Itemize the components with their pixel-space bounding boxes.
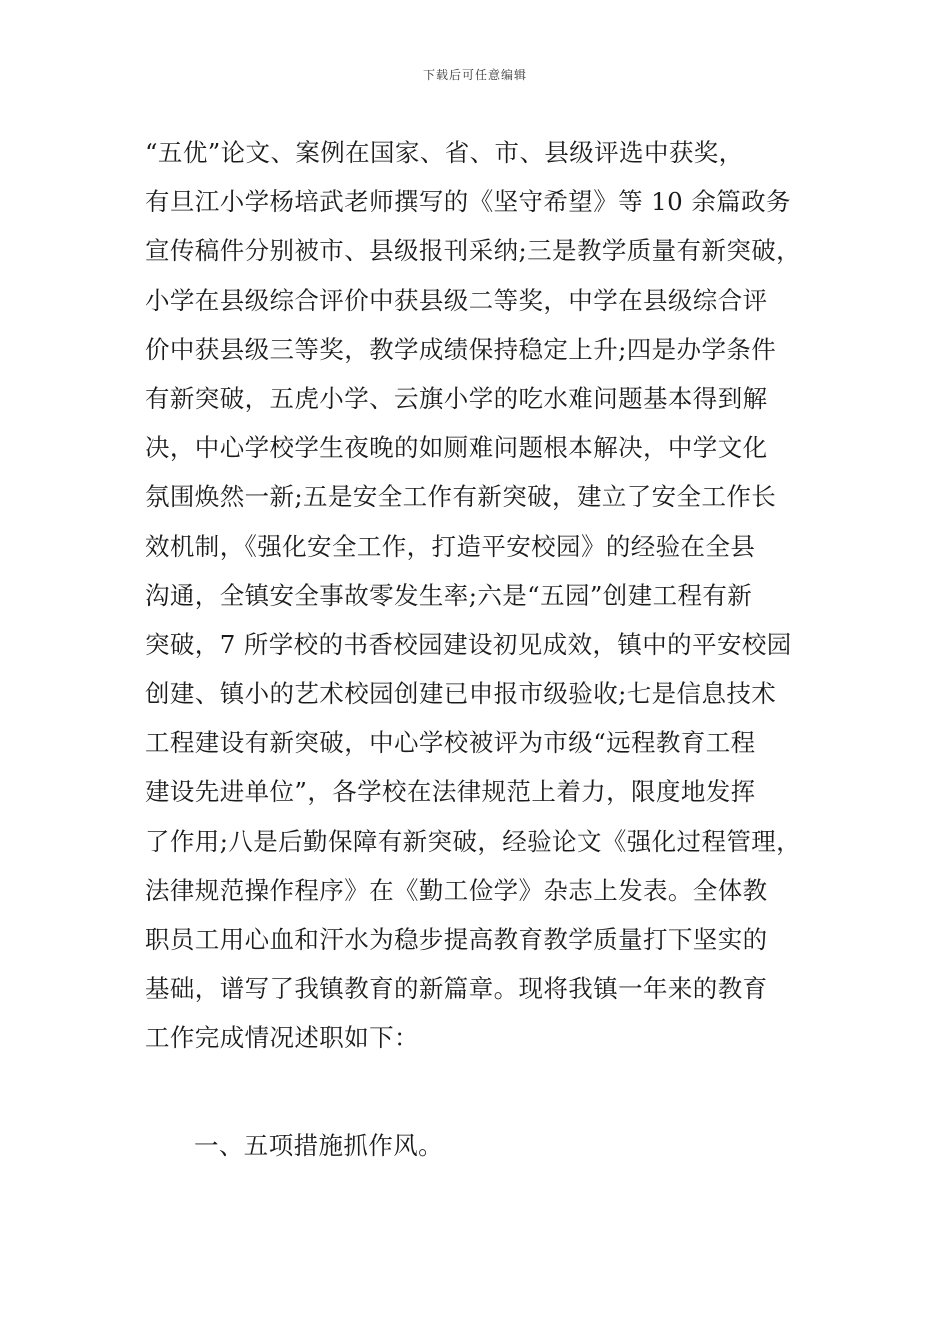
text-line: 了作用;八是后勤保障有新突破，经验论文《强化过程管理， [145,826,802,856]
text-line: 突破，7 所学校的书香校园建设初见成效，镇中的平安校园 [145,629,792,659]
text-line: 效机制，《强化安全工作，打造平安校园》的经验在全县 [145,531,756,561]
text-line: 工作完成情况述职如下： [145,1023,419,1053]
text-line: 价中获县级三等奖，教学成绩保持稳定上升;四是办学条件 [145,334,777,364]
text-line: 建设先进单位”，各学校在法律规范上着力，限度地发挥 [145,777,756,807]
text-line: 决，中心学校学生夜晚的如厕难问题根本解决，中学文化 [145,433,768,463]
text-line: 小学在县级综合评价中获县级二等奖，中学在县级综合评 [145,285,768,315]
text-line: 有新突破，五虎小学、云旗小学的吃水难问题基本得到解 [145,383,768,413]
text-line: 有旦江小学杨培武老师撰写的《坚守希望》等 10 余篇政务 [145,187,791,217]
body-paragraph [145,128,835,1063]
text-line: 沟通，全镇安全事故零发生率;六是“五园”创建工程有新 [145,580,753,610]
text-line: 创建、镇小的艺术校园创建已申报市级验收;七是信息技术 [145,679,777,709]
text-line: 工程建设有新突破，中心学校被评为市级“远程教育工程 [145,728,756,758]
text-line: “五优”论文、案例在国家、省、市、县级评选中获奖， [145,138,744,167]
section-heading: 一、五项措施抓作风。 [194,1131,443,1160]
text-line: 法律规范操作程序》在《勤工俭学》杂志上发表。全体教 [145,875,768,905]
text-line: 职员工用心血和汗水为稳步提高教育教学质量打下坚实的 [145,925,768,954]
text-line: 基础，谱写了我镇教育的新篇章。现将我镇一年来的教育 [145,974,768,1004]
page-header-note: 下载后可任意编辑 [422,68,527,82]
text-line: 氛围焕然一新;五是安全工作有新突破，建立了安全工作长 [145,482,777,512]
text-line: 宣传稿件分别被市、县级报刊采纳;三是教学质量有新突破， [145,236,802,266]
